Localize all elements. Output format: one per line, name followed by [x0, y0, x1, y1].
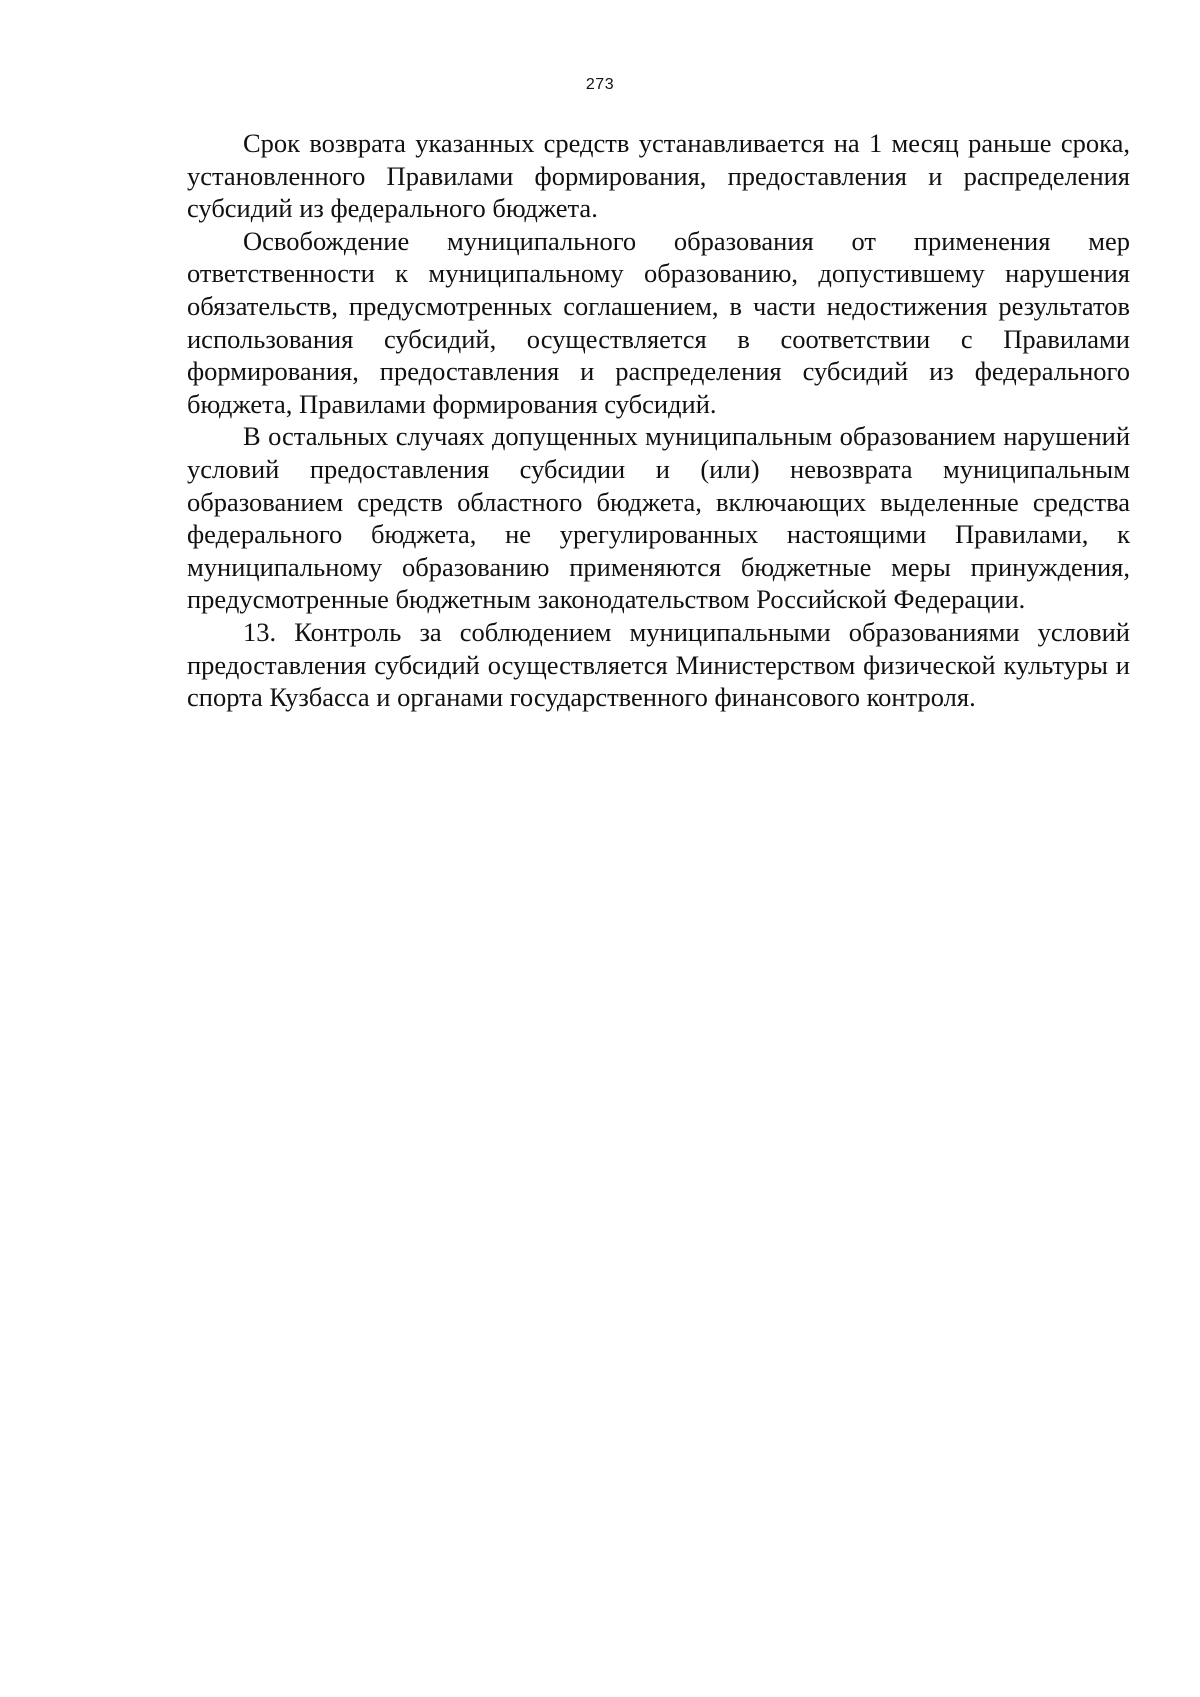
paragraph-coercive-measures: В остальных случаях допущенных муниципальным образованием нарушений условий предоставления субсидии и (или) невозврата муниципальным образованием средств областного бюджета, включающих выделенные средства федерального бюджета, не урегулированных настоящими Правилами, к муниципальному образованию применяются бюджетные меры принуждения, предусмотренные бюджетным законодательством Российской Федерации. — [187, 421, 1130, 615]
page-number: 273 — [585, 76, 615, 93]
paragraph-control: 13. Контроль за соблюдением муниципальными образованиями условий предоставления субсидий осуществляется Министерством физической культуры и спорта Кузбасса и органами государственного финансового контроля. — [187, 616, 1130, 713]
document-body — [187, 127, 1130, 714]
paragraph-refund-deadline: Срок возврата указанных средств устанавливается на 1 месяц раньше срока, установленного Правилами формирования, предоставления и распределения субсидий из федерального бюджета. — [187, 128, 1130, 224]
paragraph-liability-exemption: Освобождение муниципального образования от применения мер ответственности к муниципальному образованию, допустившему нарушения обязательств, предусмотренных соглашением, в части недостижения результатов использования субсидий, осуществляется в соответствии с Правилами формирования, предоставления и распределения субсидий из федерального бюджета, Правилами формирования субсидий. — [187, 225, 1130, 419]
